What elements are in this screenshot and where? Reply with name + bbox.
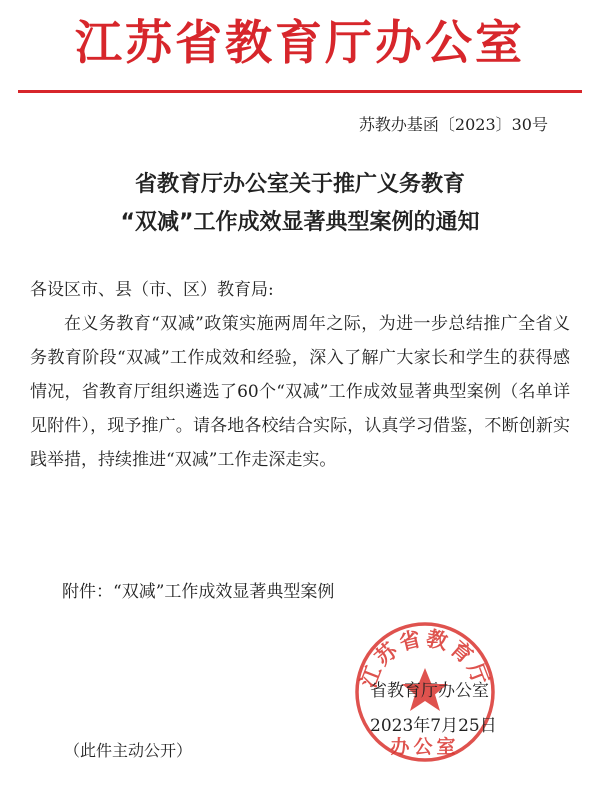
addressee: 各设区市、县（市、区）教育局: <box>30 280 274 300</box>
seal-center-text: 办公室 <box>390 736 460 758</box>
attachment-line: 附件：“双减”工作成效显著典型案例 <box>62 582 335 602</box>
document-title-line-1: 省教育厅办公室关于推广义务教育 <box>134 172 465 197</box>
masthead: 江苏省教育厅办公室 <box>75 16 525 71</box>
document-number: 苏教办基函〔2023〕30号 <box>358 115 548 134</box>
issuer-name: 省教育厅办公室 <box>370 681 489 701</box>
issue-date: 2023年7月25日 <box>370 716 497 736</box>
seal-arc-text: 江苏省教育厅 <box>356 626 494 691</box>
masthead-red-rule <box>18 90 582 93</box>
disclosure-note: （此件主动公开） <box>64 741 193 760</box>
document-title-line-2: “双减”工作成效显著典型案例的通知 <box>120 210 480 235</box>
body-paragraph: 在义务教育“双减”政策实施两周年之际，为进一步总结推广全省义务教育阶段“双减”工作成效和经验，深入了解广大家长和学生的获得感情况，省教育厅组织遴选了60个“双减”工作成效显著典型案例（名单详见附件），现予推广。请各地各校结合实际，认真学习借鉴，不断创新实践举措，持续推进“双减”工作走深走实。 <box>30 314 570 470</box>
